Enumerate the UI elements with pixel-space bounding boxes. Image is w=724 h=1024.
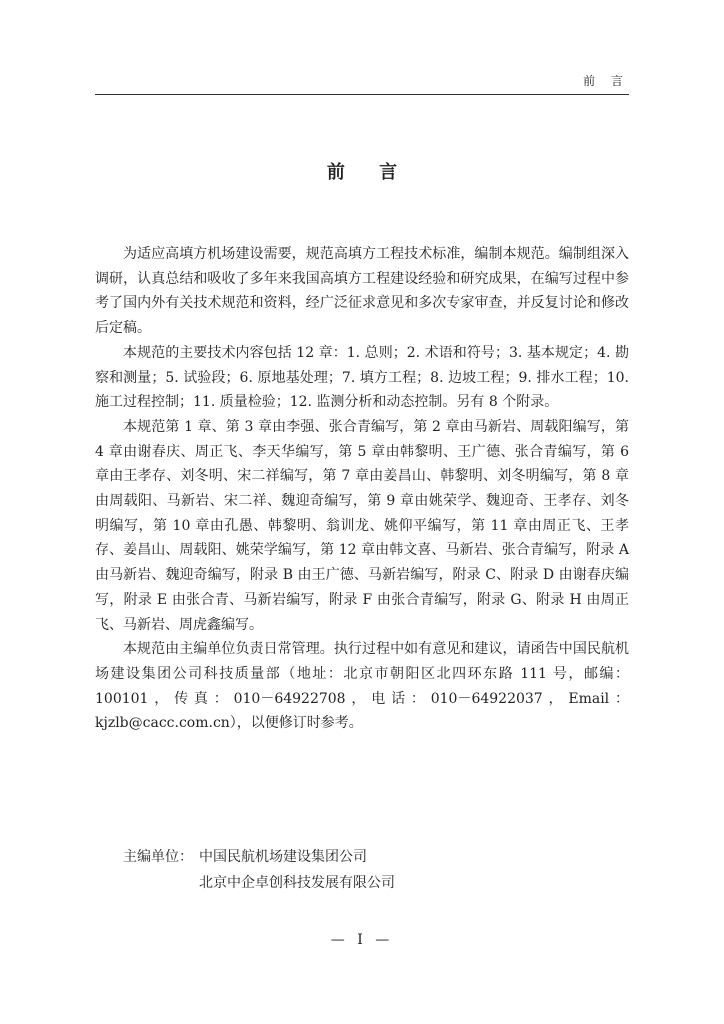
unit-name: 北京中企卓创科技发展有限公司: [199, 875, 395, 891]
header-rule: [95, 94, 629, 95]
page-number: — I —: [330, 932, 394, 948]
unit-name: 中国民航机场建设集团公司: [199, 849, 367, 865]
body-text: [95, 242, 629, 736]
paragraph-authors: 本规范第 1 章、第 3 章由李强、张合青编写，第 2 章由马新岩、周载阳编写，第 4 章由谢春庆、周正飞、李天华编写，第 5 章由韩黎明、王广德、张合青编写，第 6 章由王孝存、刘冬明、宋二祥编写，第 7 章由姜昌山、韩黎明、刘冬明编写，第 8 章由周载阳、马新岩、宋二祥、魏迎奇编写，第 9 章由姚荣学、魏迎奇、王孝存、刘冬明编写，第 10 章由孔愚、韩黎明、翁训龙、姚仰平编写，第 11 章由周正飞、王孝存、姜昌山、周载阳、姚荣学编写，第 12 章由韩文喜、马新岩、张合青编写，附录 A 由马新岩、魏迎奇编写，附录 B 由王广德、马新岩编写，附录 C、附录 D 由谢春庆编写，附录 E 由张合青、马新岩编写，附录 F 由张合青编写，附录 G、附录 H 由周正飞、马新岩、周虎鑫编写。: [95, 418, 629, 633]
paragraph-purpose: 为适应高填方机场建设需要，规范高填方工程技术标准，编制本规范。编制组深入调研，认真总结和吸收了多年来我国高填方工程建设经验和研究成果，在编写过程中参考了国内外有关技术规范和资料，经广泛征求意见和多次专家审查，并反复讨论和修改后定稿。: [95, 246, 629, 337]
paragraph-contents: 本规范的主要技术内容包括 12 章：1. 总则；2. 术语和符号；3. 基本规定；4. 勘察和测量；5. 试验段；6. 原地基处理；7. 填方工程；8. 边坡工程；9. 排水工程；10. 施工过程控制；11. 质量检验；12. 监测分析和动态控制。另有 8 个附录。: [95, 344, 629, 411]
unit-row: [123, 844, 395, 870]
unit-label: 主编单位：: [123, 849, 193, 865]
page-title: 前 言: [326, 162, 412, 183]
unit-label-spacer: [123, 870, 199, 896]
unit-row: [123, 870, 395, 896]
editing-units: [123, 844, 395, 896]
running-head: 前 言: [583, 74, 629, 88]
paragraph-contact: 本规范由主编单位负责日常管理。执行过程中如有意见和建议，请函告中国民航机场建设集团公司科技质量部（地址：北京市朝阳区北四环东路 111 号，邮编：100101，传真：010－64922708，电话：010－64922037，Email：kjzlb@cacc.com.cn），以便修订时参考。: [95, 641, 629, 732]
